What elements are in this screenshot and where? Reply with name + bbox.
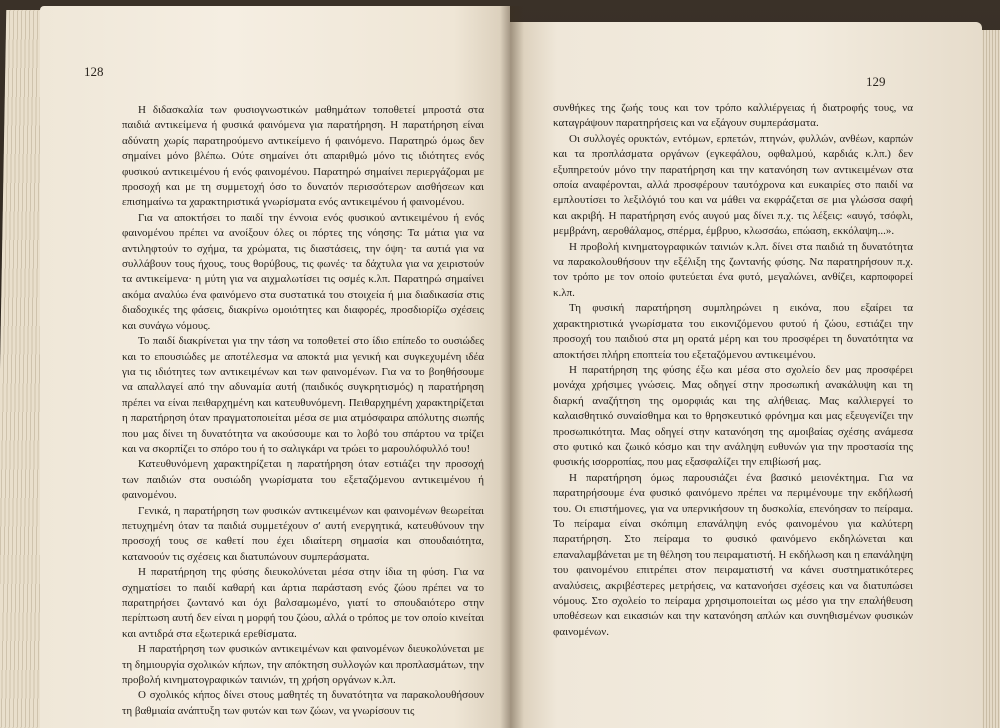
left-page-number: 128 [84,64,104,79]
paragraph: Η παρατήρηση όμως παρουσιάζει ένα βασικό μειονέκτημα. Για να παρατηρήσουμε ένα φυσικό φαινόμενο πρέπει να περιμένουμε την εκδήλωσή του. Οι επιστήμονες, για να υπερνικήσουν τη δυσκολία, επενόησαν το πείραμα. Το πείραμα είναι σκόπιμη επανάληψη ενός φαινομένου για καλύτερη παρατήρηση. Στο πείραμα το φυσικό φαινόμενο εκδηλώνεται και επαναλαμβάνεται με τη θέληση του πειραματιστή. Η εκδήλωση και η επανάληψη του φαινομένου επιτρέπει στον πειραματιστή να κάνει συστηματικότερες αναλύσεις, ακριβέστερες μετρήσεις, να κατανοήσει σχέσεις και να διατυπώσει νόμους. Στο σχολείο το πείραμα χρησιμοποιείται ως μέσο για την επαλήθευση υποθέσεων και εικασιών και την κατανόηση απλών και συνηθισμένων φυσικών φαινομένων. [553,471,913,638]
right-page-text [553,101,913,640]
paragraph: Τη φυσική παρατήρηση συμπληρώνει η εικόνα, που εξαίρει τα χαρακτηριστικά γνωρίσματα του εικονιζόμενου φυτού ή ζώου, εστιάζει την προσοχή του παιδιού στα μη ορατά μέρη και του προσφέρει τη δυνατότητα να αποκτήσει πλήρη εποπτεία του εξεταζόμενου αντικειμένου. [553,302,913,361]
paragraph: Η προβολή κινηματογραφικών ταινιών κ.λπ. δίνει στα παιδιά τη δυνατότητα να παρακολουθήσουν την εξέλιξη της ζωντανής φύσης. Να παρατηρήσουν π.χ. τον τρόπο με τον οποίο φυτεύεται ένα φυτό, μεγαλώνει, ανθίζει, καρποφορεί κ.λπ. [553,240,913,299]
paragraph: Ο σχολικός κήπος δίνει στους μαθητές τη δυνατότητα να παρακολουθήσουν τη βαθμιαία ανάπτυξη των φυτών και των ζώων, να γνωρίσουν τις [122,689,484,717]
paragraph: Η παρατήρηση της φύσης έξω και μέσα στο σχολείο δεν μας προσφέρει μονάχα χρήσιμες γνώσεις. Μας οδηγεί στην προσωπική ανακάλυψη και τη διαρκή αναζήτηση της ομορφιάς και της αλήθειας. Μας καλλιεργεί το καλαισθητικό συναίσθημα και το θρησκευτικό φρόνημα και μας εξευγενίζει την προσωπικότητα. Μας οδηγεί στην κατανόηση της αμοιβαίας σχέσης ανάμεσα στο φυτικό και ζωικό κόσμο και την ανάληψη ευθυνών για την προστασία της φυσικής ισορροπίας, που μας εξασφαλίζει την επιβίωσή μας. [553,363,913,469]
paragraph: Η παρατήρηση της φύσης διευκολύνεται μέσα στην ίδια τη φύση. Για να σχηματίσει το παιδί καθαρή και άρτια παράσταση ενός ζώου πρέπει να το παρατηρήσει ζωντανό και όχι βαλσαμωμένο, γιατί το σπουδαιότερο στην περίπτωση αυτή δεν είναι η μορφή του ζώου, αλλά ο τρόπος με τον οποίο κινείται και αντιδρά στα εξωτερικά ερεθίσματα. [122,566,484,640]
paragraph: Οι συλλογές ορυκτών, εντόμων, ερπετών, πτηνών, φυλλών, ανθέων, καρπών και τα προπλάσματα οργάνων (εγκεφάλου, οφθαλμού, καρδιάς κ.λπ.) δεν εξυπηρετούν μόνο την παρατήρηση και την κατανόηση των αντικειμένων στα οποία αναφέρονται, αλλά προσφέρουν ταυτόχρονα και ευκαιρίες στο παιδί να εμπλουτίσει το λεξιλόγιό του και να μάθει να εκφράζεται σε μια γλώσσα σαφή και ακριβή. Η παρατήρηση ενός αυγού μας δίνει π.χ. τις λέξεις: «αυγό, τσόφλι, μεμβράνη, αεροθάλαμος, σπέρμα, έμβρυο, κλωσσάω, επώαση, εκκόλαψη...». [553,132,913,238]
right-page-number: 129 [866,74,886,89]
paragraph: Η διδασκαλία των φυσιογνωστικών μαθημάτων τοποθετεί μπροστά στα παιδιά αντικείμενα ή φυσικά φαινόμενα για παρατήρηση. Η παρατήρηση είναι αδύνατη χωρίς παρατηρούμενο αντικείμενο ή φαινόμενο. Παρατηρώ όμως δεν σημαίνει μόνο βλέπω. Ούτε σημαίνει ότι απαριθμώ μόνο τις ιδιότητες ενός φυσικού αντικειμένου ή ενός φαινομένου. Παρατηρώ σημαίνει περιεργάζομαι με προσοχή και με τη συμμετοχή όσο το δυνατόν περισσότερων αισθήσεων και επισημαίνω τα χαρακτηριστικά γνωρίσματα ενός αντικειμένου ή φαινομένου. [122,104,484,209]
paragraph: Η παρατήρηση των φυσικών αντικειμένων και φαινομένων διευκολύνεται με τη δημιουργία σχολικών κήπων, την απόκτηση συλλογών και προπλασμάτων, την προβολή κινηματογραφικών ταινιών, τη χρήση οργάνων κ.λπ. [122,643,484,687]
book-gutter [500,6,524,728]
paragraph: Για να αποκτήσει το παιδί την έννοια ενός φυσικού αντικειμένου ή ενός φαινομένου πρέπει να ανοίξουν όλες οι πόρτες της νόησης: Τα μάτια για να αντιληφτούν το σχήμα, τα χρώματα, τις διαστάσεις, την όψη· τα αυτιά για να συλλάβουν τους ήχους, τους θορύβους, τις φωνές· τα δάχτυλα για να χειριστούν τα αντικείμενα· η μύτη για να αιχμαλωτίσει τις οσμές κ.λπ. Παρατηρώ σημαίνει ακόμα αναλύω ένα φαινόμενο στα συστατικά του στοιχεία ή μια διαδικασία στις διαδοχικές της φάσεις, διακρίνω ομοιότητες και διαφορές, προσδιορίζω σχέσεις και συνάγω νόμους. [122,211,484,332]
left-page-text [122,103,484,719]
paragraph: Γενικά, η παρατήρηση των φυσικών αντικειμένων και φαινομένων θεωρείται πετυχημένη όταν τα παιδιά συμμετέχουν σ' αυτή ενεργητικά, κατευθύνουν την προσοχή τους σε καθετί που έχει ιδιαίτερη σημασία και σπουδαιότητα, κατανοούν τις σχέσεις και διατυπώνουν συμπεράσματα. [122,504,484,563]
paragraph: Κατευθυνόμενη χαρακτηρίζεται η παρατήρηση όταν εστιάζει την προσοχή των παιδιών στα ουσιώδη γνωρίσματα του εξεταζόμενου αντικειμένου ή φαινομένου. [122,458,484,502]
paragraph: συνθήκες της ζωής τους και τον τρόπο καλλιέργειας ή διατροφής τους, να καταγράψουν παρατηρήσεις και να εξάγουν συμπεράσματα. [553,102,913,130]
paragraph: Το παιδί διακρίνεται για την τάση να τοποθετεί στο ίδιο επίπεδο το ουσιώδες και το επουσιώδες με αποτέλεσμα να αποκτά μια γενική και συγκεχυμένη ιδέα για τις ιδιότητες των αντικειμένων και των φαινομένων. Για να το βοηθήσουμε να απαλλαγεί από την αδυναμία αυτή (παιδικός συγκρητισμός) η παρατήρηση πρέπει να είναι πειθαρχημένη και κατευθυνόμενη. Πειθαρχημένη χαρακτηρίζεται η παρατήρηση όταν πραγματοποιείται μέσα σε μια ατμόσφαιρα απόλυτης σιωπής που μας δίνει τη δυνατότητα να ακούσουμε και το λοβό του σπάρτου να τρίζει και να σκορπίζει το σπόρο του ή το σαλιγκάρι να τρώει το μαρουλόφυλλό του! [122,335,484,455]
